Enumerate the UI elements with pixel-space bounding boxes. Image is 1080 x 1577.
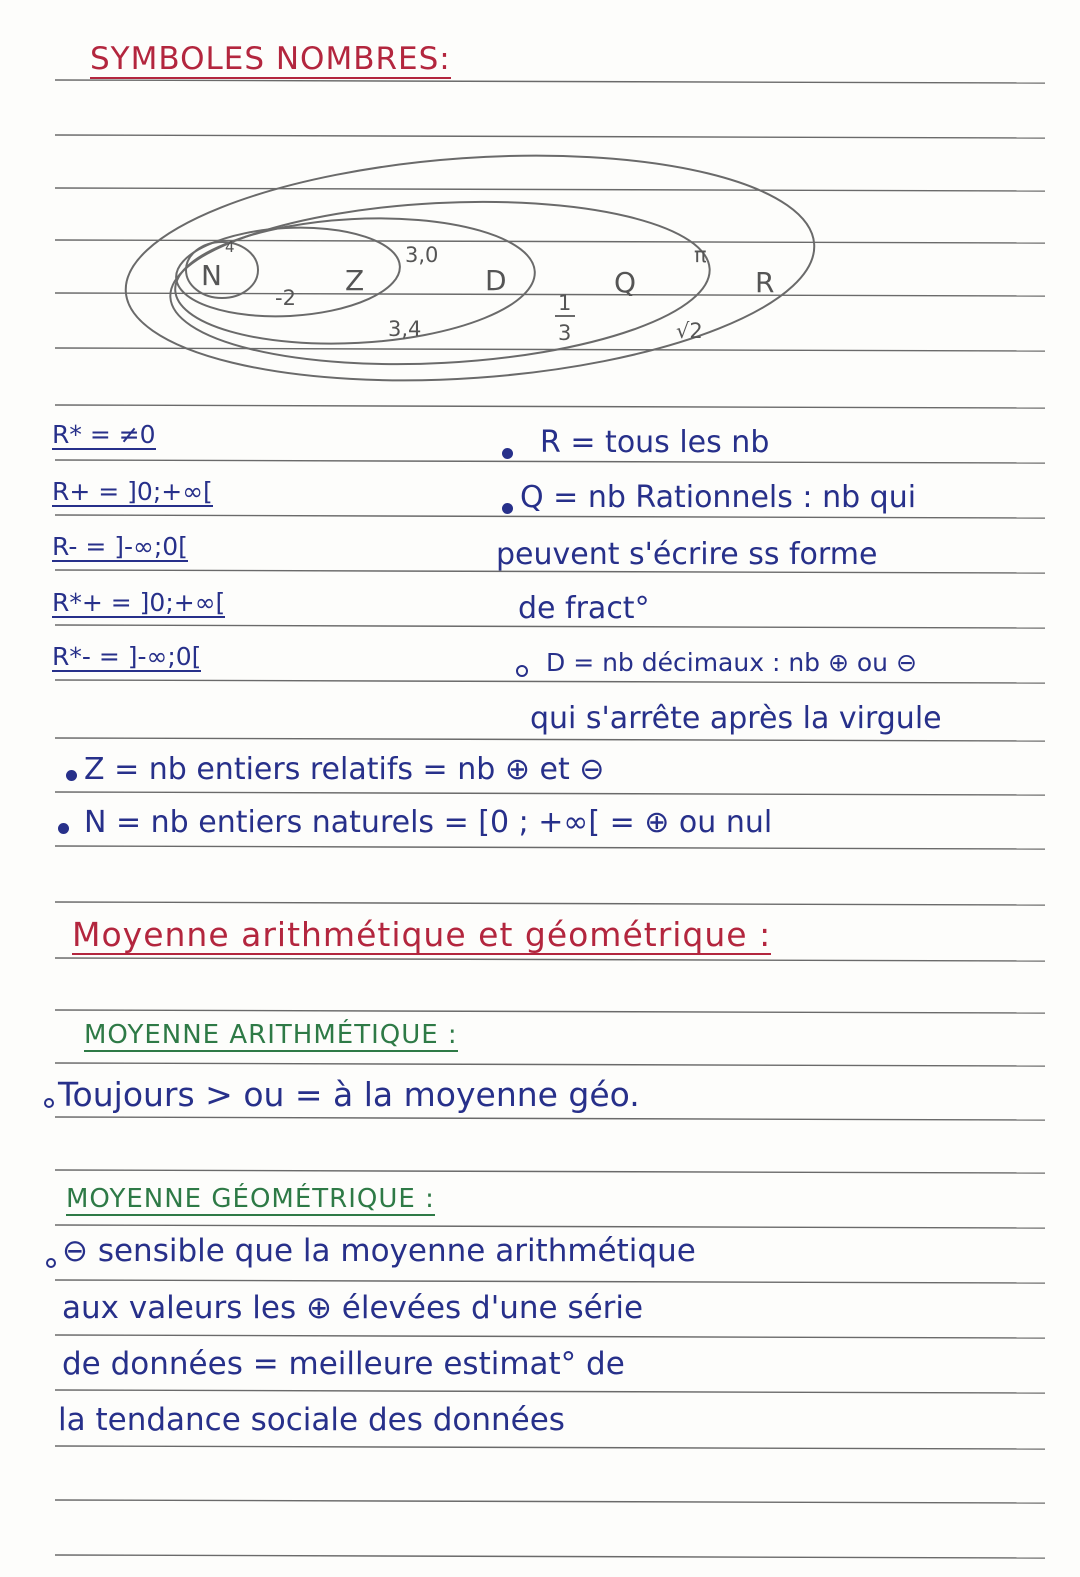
rule-line xyxy=(55,1117,1045,1120)
geo-line-3: de données = meilleure estimat° de xyxy=(62,1346,625,1382)
interval-r-star-plus: R*+ = ]0;+∞[ xyxy=(52,588,226,617)
set-n-label: N xyxy=(201,259,222,292)
bullet-n xyxy=(58,823,69,834)
interval-r-minus: R- = ]-∞;0[ xyxy=(52,532,188,561)
set-d-label: D xyxy=(485,264,507,297)
def-r: R = tous les nb xyxy=(540,425,770,460)
bullet-arith xyxy=(44,1098,54,1108)
q-example-bottom: 3 xyxy=(558,321,572,345)
d-example-2: 3,4 xyxy=(388,317,422,341)
z-example: -2 xyxy=(275,286,296,310)
rule-line xyxy=(55,1555,1045,1558)
q-example-top: 1 xyxy=(558,291,572,315)
rule-line xyxy=(55,902,1045,905)
interval-r-star: R* = ≠0 xyxy=(52,420,156,449)
geo-line-4: la tendance sociale des données xyxy=(58,1402,565,1438)
rule-line xyxy=(55,1446,1045,1449)
geo-line-2: aux valeurs les ⊕ élevées d'une série xyxy=(62,1290,644,1326)
set-r-label: R xyxy=(755,266,775,299)
d-example-1: 3,0 xyxy=(405,243,439,267)
rule-line xyxy=(55,1280,1045,1283)
set-z-label: Z xyxy=(345,264,365,297)
rule-line xyxy=(55,792,1045,795)
set-r-outline xyxy=(118,134,822,400)
number-sets-diagram xyxy=(0,0,1080,400)
rule-line xyxy=(55,1335,1045,1338)
rule-line xyxy=(55,958,1045,961)
def-q-line2: peuvent s'écrire ss forme xyxy=(496,537,878,572)
arith-line: Toujours > ou = à la moyenne géo. xyxy=(58,1075,640,1114)
bullet-geo xyxy=(46,1258,56,1268)
bullet-d xyxy=(516,665,528,677)
def-d-line2: qui s'arrête après la virgule xyxy=(530,701,942,736)
bullet-z xyxy=(66,770,77,781)
interval-r-star-minus: R*- = ]-∞;0[ xyxy=(52,642,202,671)
r-example-pi: π xyxy=(694,243,707,267)
rule-line xyxy=(55,405,1045,408)
def-q-line1: Q = nb Rationnels : nb qui xyxy=(520,480,917,515)
rule-line xyxy=(55,1225,1045,1228)
rule-line xyxy=(55,738,1045,741)
rule-line xyxy=(55,680,1045,683)
rule-line xyxy=(55,515,1045,518)
r-example-sqrt2: √2 xyxy=(676,319,703,343)
rule-line xyxy=(55,1170,1045,1173)
rule-line xyxy=(55,460,1045,463)
def-d-line1: D = nb décimaux : nb ⊕ ou ⊖ xyxy=(546,648,917,677)
interval-r-plus: R+ = ]0;+∞[ xyxy=(52,477,213,506)
n-example: 4 xyxy=(225,238,235,256)
def-z: Z = nb entiers relatifs = nb ⊕ et ⊖ xyxy=(84,752,605,787)
page-title: SYMBOLES NOMBRES: xyxy=(90,41,451,77)
geo-line-1: ⊖ sensible que la moyenne arithmétique xyxy=(62,1233,696,1269)
rule-line xyxy=(55,1390,1045,1393)
rule-line xyxy=(55,1500,1045,1503)
set-n-outline xyxy=(186,242,258,298)
rule-line xyxy=(55,1010,1045,1013)
bullet-r xyxy=(502,448,513,459)
def-q-line3: de fract° xyxy=(518,591,650,626)
rule-line xyxy=(55,1063,1045,1066)
geo-heading: MOYENNE GÉOMÉTRIQUE : xyxy=(66,1184,435,1214)
bullet-q xyxy=(502,503,513,514)
section-title: Moyenne arithmétique et géométrique : xyxy=(72,915,772,954)
set-q-label: Q xyxy=(614,266,637,299)
rule-line xyxy=(55,846,1045,849)
def-n: N = nb entiers naturels = [0 ; +∞[ = ⊕ ou nul xyxy=(84,805,773,840)
arith-heading: MOYENNE ARITHMÉTIQUE : xyxy=(84,1020,458,1050)
